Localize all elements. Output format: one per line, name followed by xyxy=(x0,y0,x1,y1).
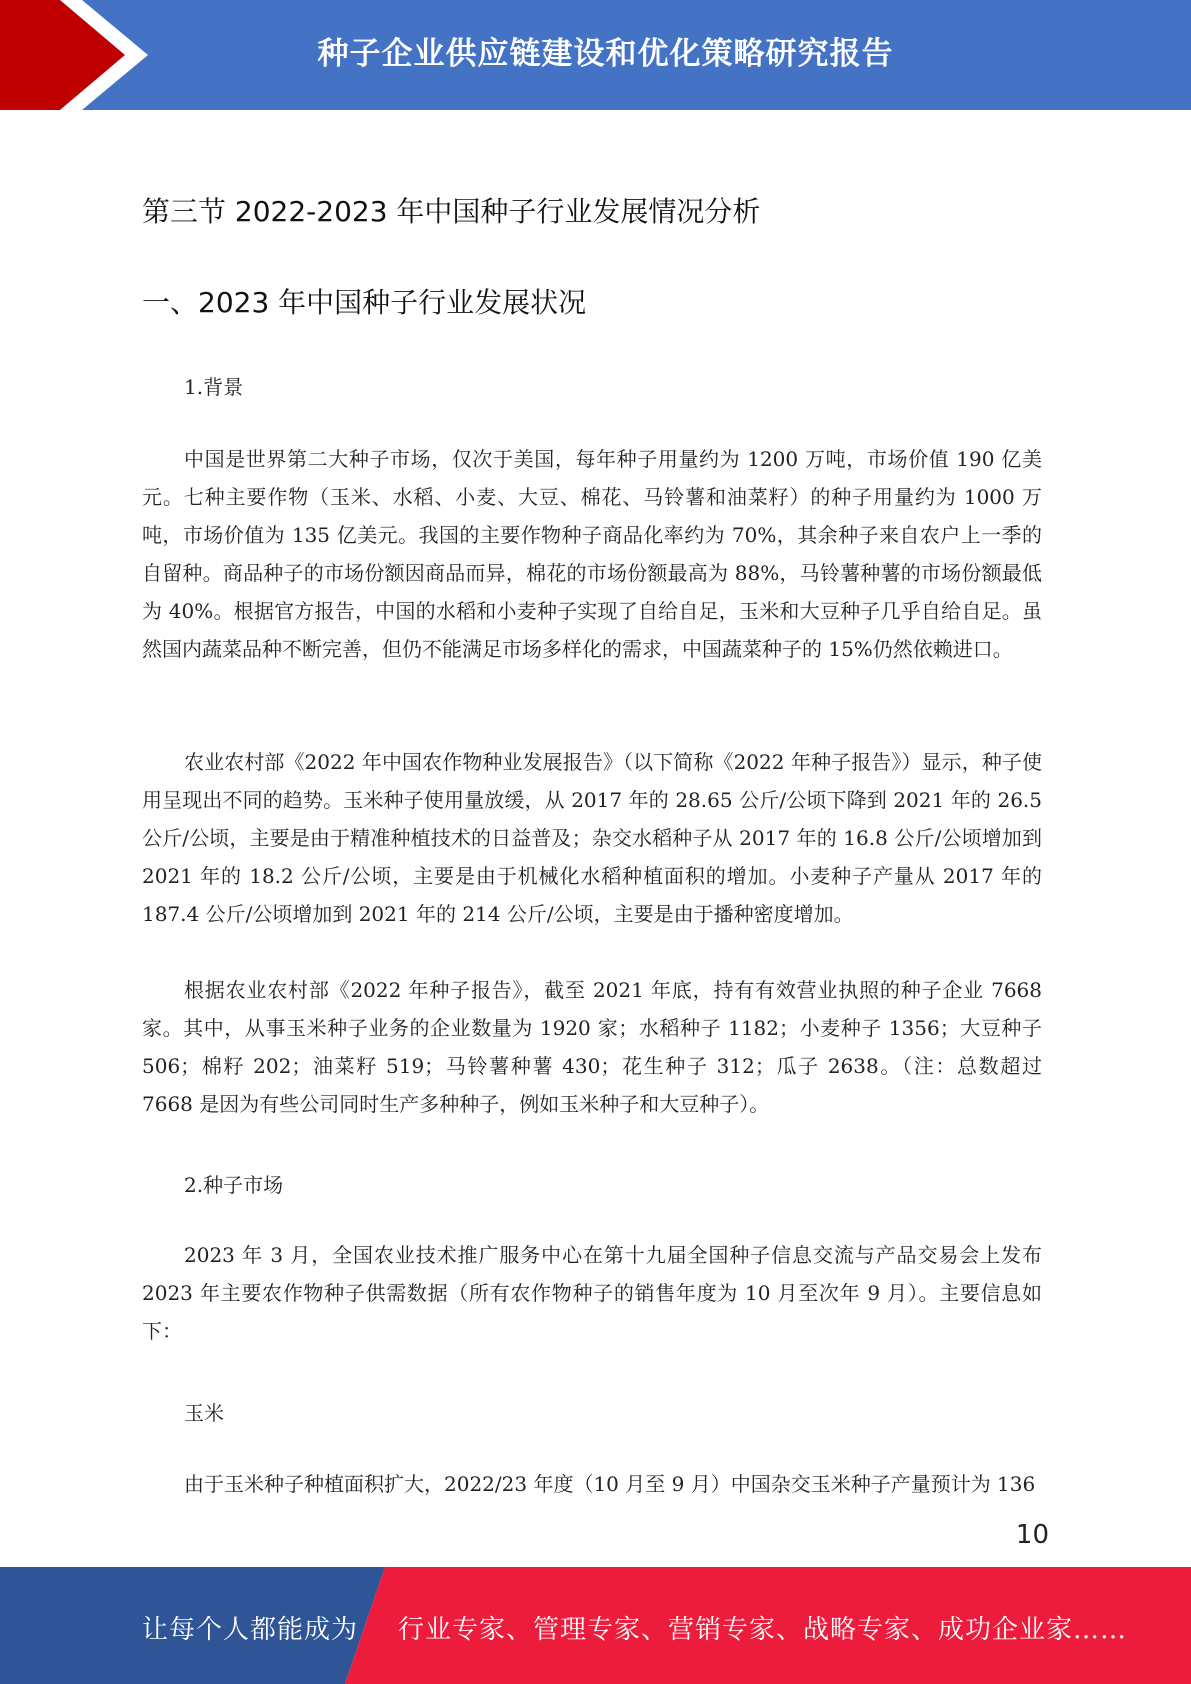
heading-seed-market: 2.种子市场 xyxy=(184,1173,284,1197)
footer-slogan-left: 让每个人都能成为 xyxy=(142,1615,359,1645)
footer-banner xyxy=(0,1567,1191,1684)
heading-corn: 玉米 xyxy=(184,1401,224,1425)
footer-slogan-right: 行业专家、管理专家、营销专家、战略专家、成功企业家…… xyxy=(398,1615,1128,1645)
header-bar xyxy=(0,0,1191,110)
page-number: 10 xyxy=(1015,1520,1049,1550)
paragraph-seed-market-overview: 中国是世界第二大种子市场，仅次于美国，每年种子用量约为 1200 万吨，市场价值 190 亿美元。七种主要作物（玉米、水稻、小麦、大豆、棉花、马铃薯和油菜籽）的种子用量约为 1000 万吨，市场价值为 135 亿美元。我国的主要作物种子商品化率约为 70%，其余种子来自农户上一季的自留种。商品种子的市场份额因商品而异，棉花的市场份额最高为 88%，马铃薯种薯的市场份额最低为 40%。根据官方报告，中国的水稻和小麦种子实现了自给自足，玉米和大豆种子几乎自给自足。虽然国内蔬菜品种不断完善，但仍不能满足市场多样化的需求，中国蔬菜种子的 15%仍然依赖进口。 xyxy=(142,447,1042,661)
report-title: 种子企业供应链建设和优化策略研究报告 xyxy=(317,36,894,72)
subsection-title: 一、2023 年中国种子行业发展状况 xyxy=(142,286,587,319)
paragraph-seed-usage-trends: 农业农村部《2022 年中国农作物种业发展报告》（以下简称《2022 年种子报告》）显示，种子使用呈现出不同的趋势。玉米种子使用量放缓，从 2017 年的 28.65 公斤/公顷下降到 2021 年的 26.5 公斤/公顷，主要是由于精准种植技术的日益普及；杂交水稻种子从 2017 年的 16.8 公斤/公顷增加到 2021 年的 18.2 公斤/公顷，主要是由于机械化水稻种植面积的增加。小麦种子产量从 2017 年的 187.4 公斤/公顷增加到 2021 年的 214 公斤/公顷，主要是由于播种密度增加。 xyxy=(142,750,1042,926)
paragraph-supply-demand-data: 2023 年 3 月，全国农业技术推广服务中心在第十九届全国种子信息交流与产品交易会上发布 2023 年主要农作物种子供需数据（所有农作物种子的销售年度为 10 月至次年 9 月）。主要信息如下： xyxy=(142,1243,1042,1343)
paragraph-seed-enterprises: 根据农业农村部《2022 年种子报告》，截至 2021 年底，持有有效营业执照的种子企业 7668 家。其中，从事玉米种子业务的企业数量为 1920 家；水稻种子 1182；小麦种子 1356；大豆种子 506；棉籽 202；油菜籽 519；马铃薯种薯 430；花生种子 312；瓜子 2638。（注：总数超过 7668 是因为有些公司同时生产多种种子，例如玉米种子和大豆种子）。 xyxy=(142,978,1042,1116)
heading-background: 1.背景 xyxy=(184,375,244,399)
paragraph-corn-production: 由于玉米种子种植面积扩大，2022/23 年度（10 月至 9 月）中国杂交玉米种子产量预计为 136 xyxy=(184,1472,1036,1496)
section-title: 第三节 2022-2023 年中国种子行业发展情况分析 xyxy=(142,195,761,228)
